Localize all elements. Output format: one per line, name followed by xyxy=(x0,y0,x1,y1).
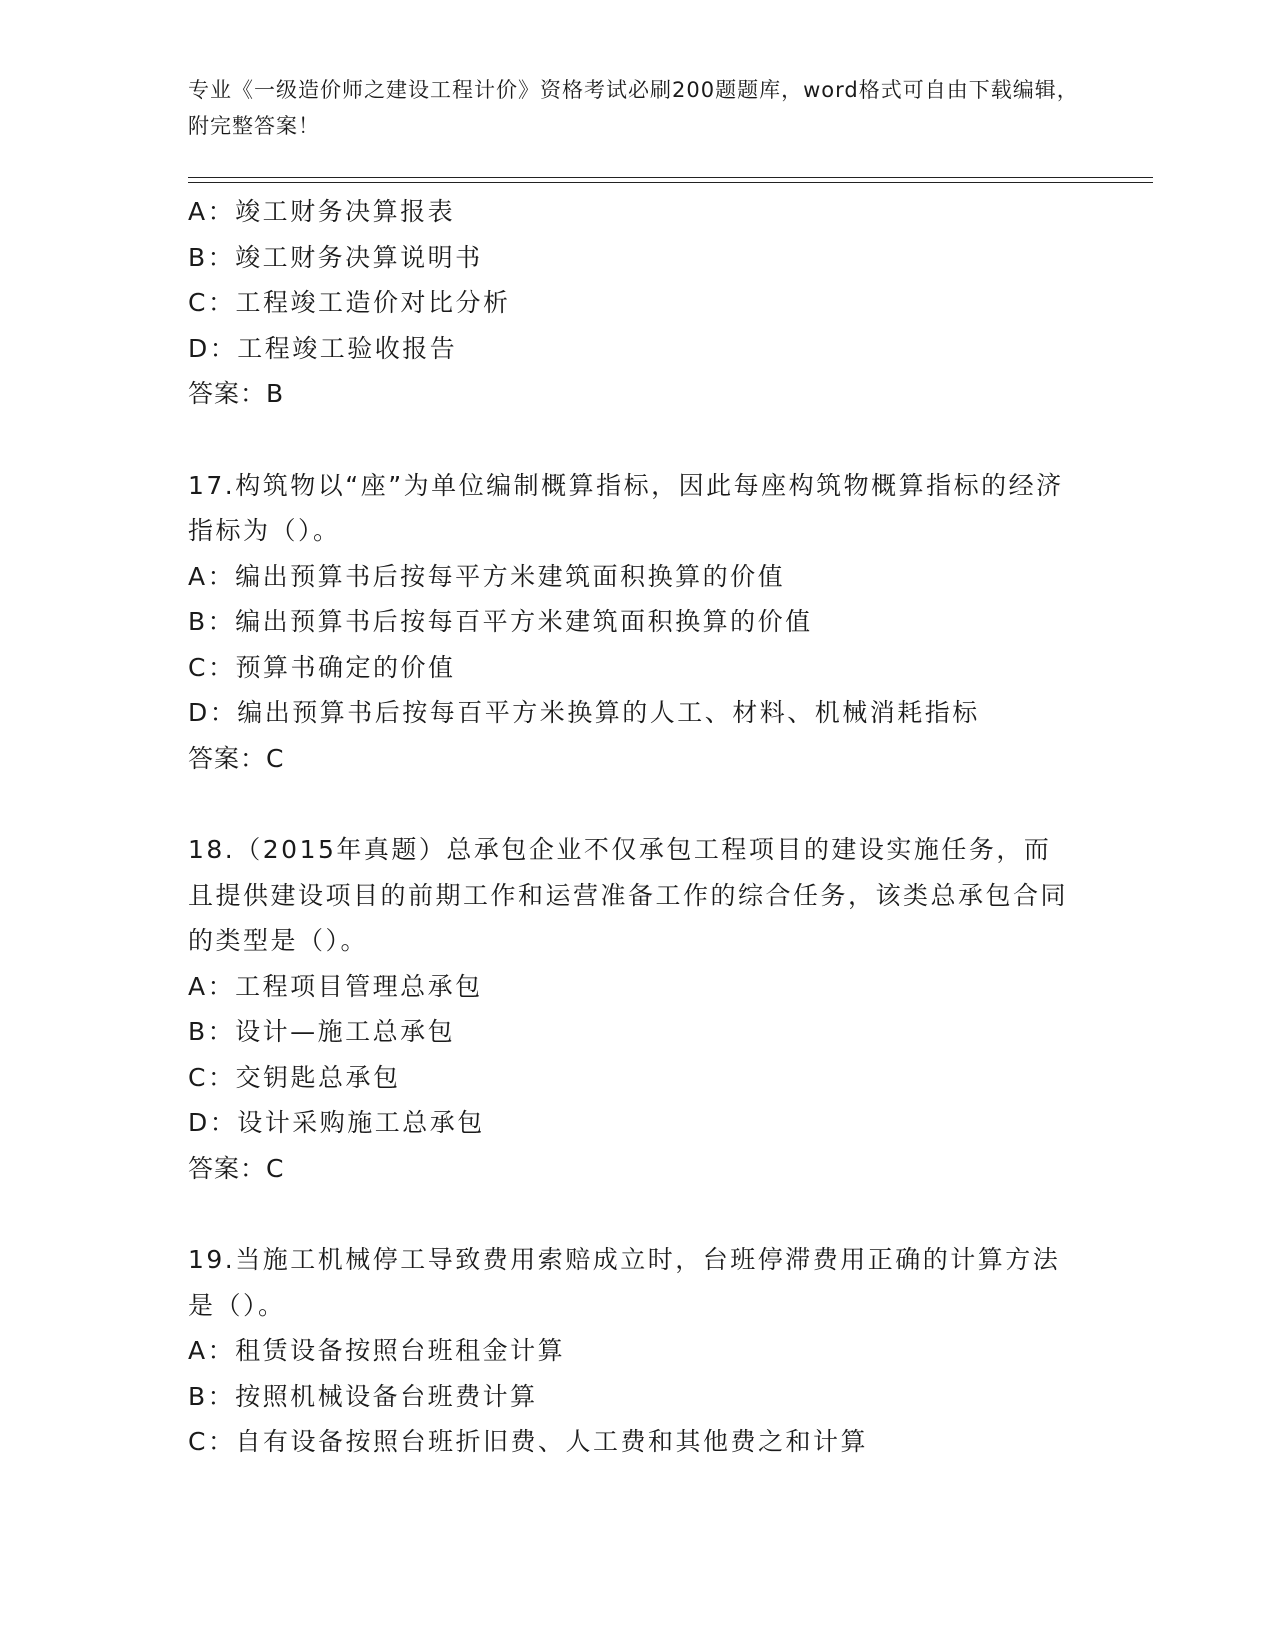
option-c: C：工程竣工造价对比分析 xyxy=(188,288,511,317)
question-list xyxy=(188,189,1088,1465)
question-block xyxy=(188,1237,1088,1465)
answer-line: 答案：B xyxy=(188,379,285,408)
option-c: C：自有设备按照台班折旧费、人工费和其他费之和计算 xyxy=(188,1427,868,1456)
option-b: B：按照机械设备台班费计算 xyxy=(188,1381,538,1411)
option-b: B：编出预算书后按每百平方米建筑面积换算的价值 xyxy=(188,607,813,636)
option-c: C：预算书确定的价值 xyxy=(188,652,456,682)
option-a: A：租赁设备按照台班租金计算 xyxy=(188,1336,566,1365)
option-a: A：工程项目管理总承包 xyxy=(188,971,483,1001)
question-stem: 19.当施工机械停工导致费用索赔成立时，台班停滞费用正确的计算方法是（）。 xyxy=(188,1245,1061,1320)
question-stem: 17.构筑物以“座”为单位编制概算指标，因此每座构筑物概算指标的经济指标为（）。 xyxy=(188,470,1064,545)
header-divider-top xyxy=(188,177,1153,178)
document-header: 专业《一级造价师之建设工程计价》资格考试必刷200题题库，word格式可自由下载编辑，附完整答案！ xyxy=(188,78,1079,138)
answer-line: 答案：C xyxy=(188,1153,285,1183)
option-b: B：竣工财务决算说明书 xyxy=(188,242,483,272)
block-spacer xyxy=(188,781,1088,827)
answer-line: 答案：C xyxy=(188,743,285,773)
block-spacer xyxy=(188,417,1088,463)
block-spacer xyxy=(188,1191,1088,1237)
header-divider-bottom xyxy=(188,182,1153,183)
option-a: A：编出预算书后按每平方米建筑面积换算的价值 xyxy=(188,561,786,591)
option-d: D：设计采购施工总承包 xyxy=(188,1108,485,1137)
option-c: C：交钥匙总承包 xyxy=(188,1062,401,1092)
question-stem: 18.（2015年真题）总承包企业不仅承包工程项目的建设实施任务，而且提供建设项目的前期工作和运营准备工作的综合任务，该类总承包合同的类型是（）。 xyxy=(188,835,1069,955)
question-block xyxy=(188,189,1088,417)
question-block xyxy=(188,827,1088,1191)
option-a: A：竣工财务决算报表 xyxy=(188,197,456,226)
option-d: D：工程竣工验收报告 xyxy=(188,333,458,363)
question-block xyxy=(188,463,1088,782)
option-b: B：设计—施工总承包 xyxy=(188,1017,456,1046)
option-d: D：编出预算书后按每百平方米换算的人工、材料、机械消耗指标 xyxy=(188,698,980,727)
